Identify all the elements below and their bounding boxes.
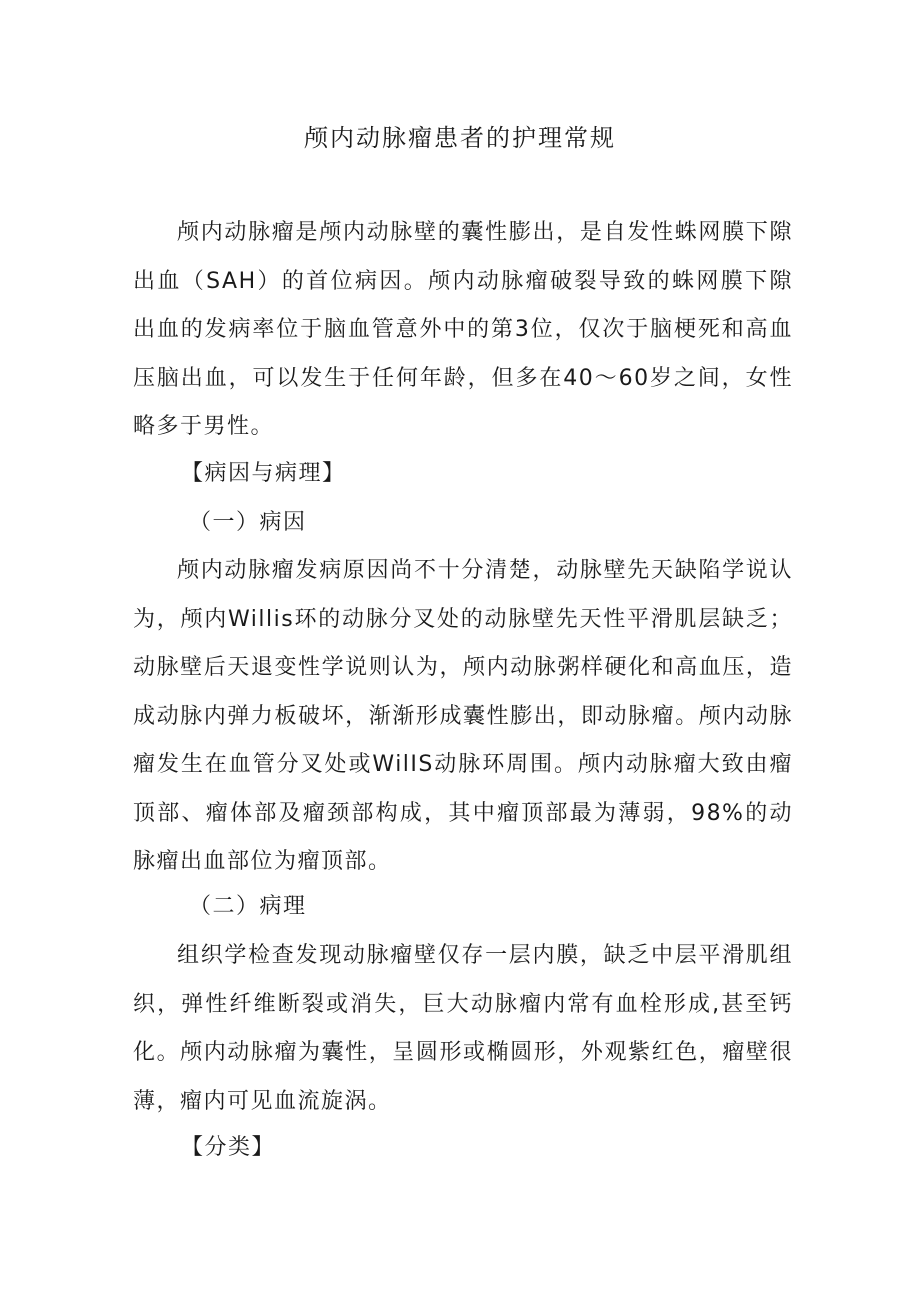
cause-subheading: （一）病因 (189, 510, 307, 535)
cause-subheading-block (133, 499, 793, 548)
pathology-paragraph-block (133, 932, 793, 1126)
intro-paragraph: 颅内动脉瘤是颅内动脉壁的囊性膨出，是自发性蛛网膜下隙出血（SAH）的首位病因。颅内动脉瘤破裂导致的蛛网膜下隙出血的发病率位于脑血管意外中的第3位，仅次于脑梗死和高血压脑出血，可以发生于任何年龄，但多在40～60岁之间，女性略多于男性。 (133, 220, 793, 439)
etiology-paragraph: 颅内动脉瘤发病原因尚不十分清楚，动脉壁先天缺陷学说认为，颅内Willis环的动脉分叉处的动脉壁先天性平滑肌层缺乏；动脉壁后天退变性学说则认为，颅内动脉粥样硬化和高血压，造成动脉内弹力板破坏，渐渐形成囊性膨出，即动脉瘤。颅内动脉瘤发生在血管分叉处或WilIS动脉环周围。颅内动脉瘤大致由瘤顶部、瘤体部及瘤颈部构成，其中瘤顶部最为薄弱，98%的动脉瘤出血部位为瘤顶部。 (133, 558, 793, 874)
classification-heading-block (133, 1124, 793, 1173)
document-title: 颅内动脉瘤患者的护理常规 (304, 124, 616, 152)
classification-heading: 【分类】 (181, 1135, 276, 1160)
pathology-subheading: （二）病理 (189, 894, 307, 919)
etiology-pathology-heading-block (133, 450, 793, 499)
pathology-paragraph: 组织学检查发现动脉瘤壁仅存一层内膜，缺乏中层平滑肌组织，弹性纤维断裂或消失，巨大动脉瘤内常有血栓形成,甚至钙化。颅内动脉瘤为囊性，呈圆形或椭圆形，外观紫红色，瘤壁很薄，瘤内可见血流旋涡。 (133, 943, 793, 1114)
pathology-subheading-block (133, 883, 793, 932)
etiology-paragraph-block (133, 547, 793, 887)
intro-paragraph-block (133, 209, 793, 452)
etiology-pathology-heading: 【病因与病理】 (181, 461, 346, 486)
